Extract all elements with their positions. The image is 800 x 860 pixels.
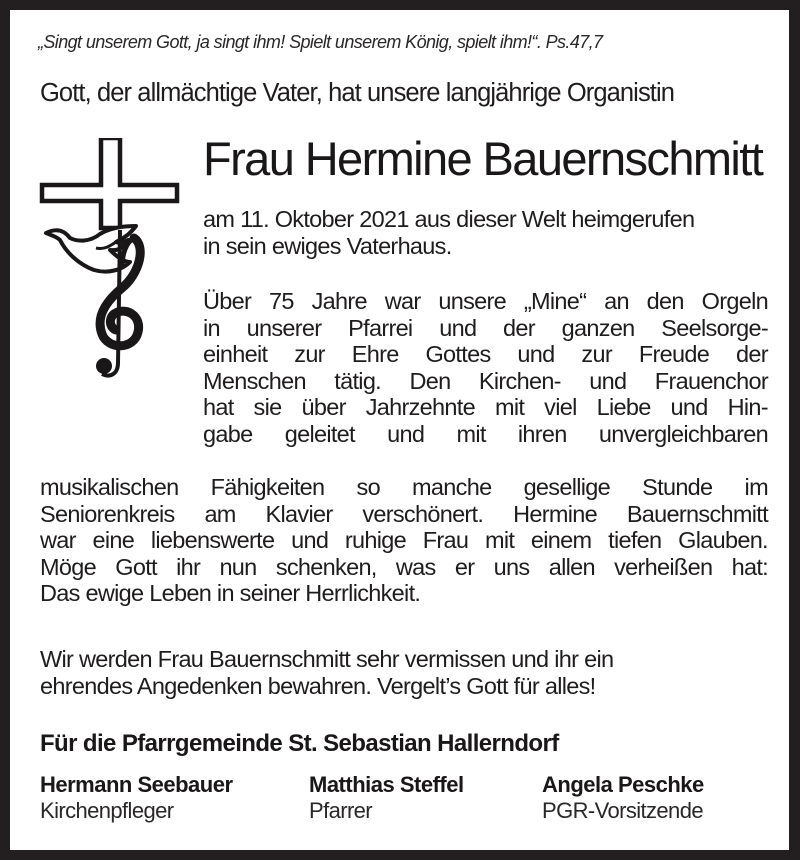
word: einheit — [203, 341, 268, 367]
word: Gott — [115, 553, 157, 580]
word: unvergleichbaren — [598, 420, 768, 447]
word: was — [395, 553, 436, 580]
text-line — [203, 421, 768, 448]
word: zur — [294, 341, 325, 367]
word: am — [204, 500, 236, 527]
word: Jahrzehnte — [365, 394, 475, 420]
word: und — [291, 527, 329, 553]
parish-signature-heading: Für die Pfarrgemeinde St. Sebastian Hallerndorf — [40, 730, 559, 757]
word: und — [517, 341, 555, 367]
death-notice-line: in sein ewiges Vaterhaus. — [203, 232, 452, 259]
word: „Mine“ — [523, 288, 587, 314]
word: Hin- — [727, 394, 768, 420]
word: unsere — [438, 288, 506, 314]
signatory-role: Kirchenpfleger — [40, 798, 174, 823]
text-line — [203, 341, 768, 368]
word: Bauernschmitt — [626, 500, 768, 527]
closing-text — [40, 646, 613, 699]
word: Über — [203, 288, 252, 314]
word: Menschen — [203, 367, 306, 394]
text-line — [40, 474, 768, 501]
word: tiefen — [608, 527, 662, 553]
tribute-wide-block — [40, 474, 768, 580]
word: an — [604, 288, 629, 314]
text-line — [40, 527, 768, 554]
word: hat: — [731, 553, 768, 580]
word: im — [744, 474, 768, 500]
word: so — [356, 474, 380, 500]
word: Frauenchor — [654, 367, 768, 394]
word: Kirchen- — [478, 367, 561, 394]
word: Freude — [638, 341, 710, 367]
word: Hermine — [513, 500, 597, 527]
word: unserer — [246, 314, 322, 341]
word: schenken, — [275, 553, 377, 580]
psalm-quote: „Singt unserem Gott, ja singt ihm! Spielt unserem König, spielt ihm!“. Ps.47,7 — [38, 32, 603, 52]
word: und — [439, 314, 477, 341]
word: und — [589, 367, 627, 394]
intro-line: Gott, der allmächtige Vater, hat unsere langjährige Organistin — [40, 79, 675, 107]
word: 75 — [268, 288, 294, 314]
word: liebenswerte — [150, 527, 275, 553]
word: Frau — [422, 527, 469, 553]
word: nun — [219, 553, 257, 580]
word: er — [454, 553, 475, 580]
text-line — [203, 288, 768, 315]
closing-line: Wir werden Frau Bauernschmitt sehr vermissen und ihr ein — [40, 646, 614, 672]
signatory-2 — [309, 772, 464, 824]
word: zur — [581, 341, 612, 367]
text-line — [40, 501, 768, 528]
word: der — [736, 341, 768, 367]
tribute-last-line: Das ewige Leben in seiner Herrlichkeit. — [40, 580, 421, 606]
word: verschönert. — [362, 500, 484, 527]
word: Ehre — [351, 341, 399, 367]
deceased-name: Frau Hermine Bauernschmitt — [203, 132, 763, 185]
word: musikalischen — [40, 474, 179, 500]
word: viel — [544, 394, 577, 420]
word: ihr — [176, 553, 201, 580]
signatory-role: Pfarrer — [309, 798, 373, 823]
word: Den — [409, 367, 451, 394]
word: gabe — [203, 420, 253, 447]
word: Gottes — [425, 341, 491, 367]
word: gesellige — [523, 474, 611, 500]
word: Stunde — [642, 474, 713, 500]
word: Seelsorge- — [661, 314, 768, 341]
word: manche — [412, 474, 492, 500]
word: ihren — [517, 420, 567, 447]
text-line — [40, 554, 768, 581]
word: mit — [484, 527, 515, 553]
death-notice — [203, 206, 768, 259]
word: Möge — [40, 553, 96, 580]
word: und — [387, 420, 425, 447]
signatory-role: PGR-Vorsitzende — [542, 798, 703, 823]
word: war — [384, 288, 421, 314]
signatory-name: Matthias Steffel — [309, 772, 464, 797]
signatory-1 — [40, 772, 233, 824]
word: Pfarrei — [348, 314, 413, 341]
word: hat — [203, 394, 234, 420]
tribute-narrow-block — [203, 288, 768, 447]
word: Jahre — [311, 288, 367, 314]
word: sie — [253, 394, 282, 420]
word: eine — [92, 527, 135, 553]
word: und — [670, 394, 708, 420]
word: in — [203, 314, 220, 341]
word: den — [646, 288, 684, 314]
word: ruhige — [344, 527, 407, 553]
word: Liebe — [596, 394, 651, 420]
word: allen — [548, 553, 595, 580]
closing-line: ehrendes Angedenken bewahren. Vergelt’s Gott für alles! — [40, 672, 596, 699]
word: mit — [494, 394, 525, 420]
word: über — [301, 394, 346, 420]
word: ganzen — [561, 314, 635, 341]
text-line — [203, 394, 768, 421]
word: Glauben. — [678, 527, 768, 553]
death-notice-line: am 11. Oktober 2021 aus dieser Welt heimgerufen — [203, 206, 695, 232]
word: einem — [530, 527, 592, 553]
word: Fähigkeiten — [210, 474, 325, 500]
word: verheißen — [614, 553, 713, 580]
word: tätig. — [334, 367, 382, 394]
word: der — [503, 314, 535, 341]
word: war — [40, 527, 76, 553]
obituary-notice — [10, 10, 789, 850]
signatory-3 — [542, 772, 704, 824]
cross-dove-treble-clef-icon — [38, 138, 183, 378]
word: Orgeln — [701, 288, 768, 314]
signatory-name: Angela Peschke — [542, 772, 704, 797]
word: Seniorenkreis — [40, 500, 175, 527]
word: geleitet — [284, 420, 355, 447]
signatory-name: Hermann Seebauer — [40, 772, 233, 797]
word: Klavier — [265, 500, 333, 527]
word: mit — [456, 420, 486, 447]
text-line — [203, 368, 768, 395]
word: uns — [493, 553, 530, 580]
text-line — [203, 315, 768, 342]
